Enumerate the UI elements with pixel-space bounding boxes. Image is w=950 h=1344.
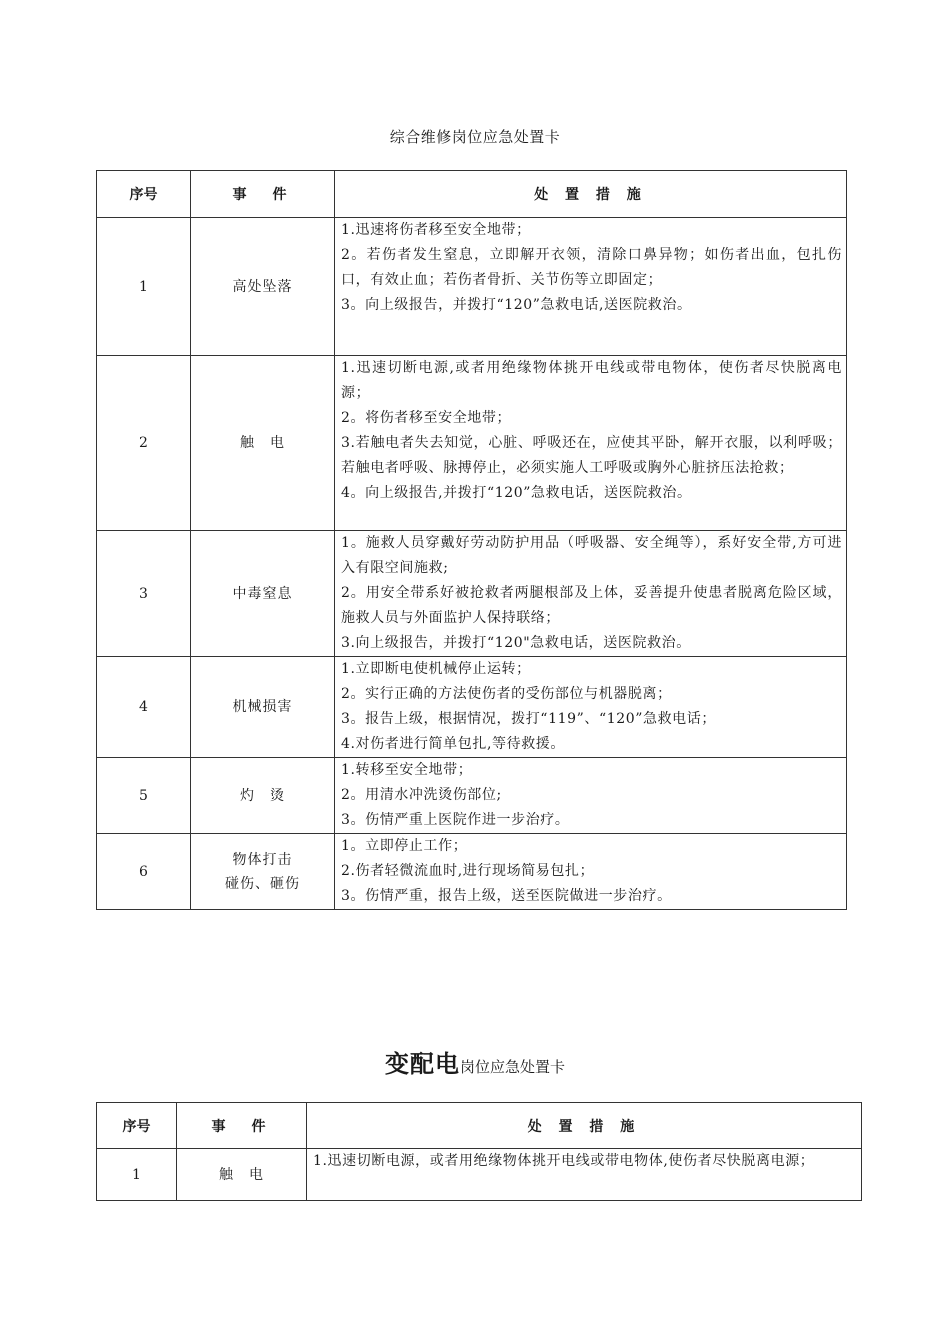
row-number: 4	[97, 657, 191, 758]
card2-table	[96, 1102, 862, 1201]
measure-item: 2。将伤者移至安全地带；	[341, 410, 512, 426]
event-line: 物体打击	[232, 851, 293, 868]
table-row	[97, 758, 847, 834]
card2-title-small: 岗位应急处置卡	[459, 1058, 565, 1076]
table-row	[97, 1149, 862, 1201]
measure-item: 1.迅速切断电源,或者用绝缘物体挑开电线或带电物体，使伤者尽快脱离电源；	[341, 360, 842, 401]
row-measures	[335, 758, 847, 834]
measure-item: 4。向上级报告,并拨打“120”急救电话，送医院救治。	[341, 485, 692, 501]
row-event	[177, 1149, 307, 1201]
row-event	[191, 758, 335, 834]
row-event	[191, 657, 335, 758]
row-measures	[335, 218, 847, 356]
event-line: 高处坠落	[232, 278, 293, 295]
measure-item: 2.伤者轻微流血时,进行现场简易包扎；	[341, 863, 595, 879]
row-event	[191, 356, 335, 531]
card2-title-big: 变配电	[384, 1049, 460, 1078]
row-measures	[335, 657, 847, 758]
measure-item: 1.立即断电使机械停止运转；	[341, 661, 531, 677]
measure-item: 2。用清水冲洗烫伤部位;	[341, 787, 502, 803]
row-number: 5	[97, 758, 191, 834]
table-row	[97, 657, 847, 758]
row-measures	[335, 834, 847, 910]
row-number: 1	[97, 1149, 177, 1201]
table-row	[97, 218, 847, 356]
table-row	[97, 356, 847, 531]
event-line: 触 电	[219, 1166, 264, 1183]
row-measures	[307, 1149, 862, 1201]
row-number: 1	[97, 218, 191, 356]
measure-item: 1.转移至安全地带；	[341, 762, 473, 778]
measure-item: 3.若触电者失去知觉，心脏、呼吸还在，应使其平卧，解开衣服，以利呼吸；若触电者呼吸、脉搏停止，必须实施人工呼吸或胸外心脏挤压法抢救；	[341, 435, 842, 476]
measure-item: 3.向上级报告，并拨打“120"急救电话，送医院救治。	[341, 635, 691, 651]
measure-item: 3。伤情严重，报告上级，送至医院做进一步治疗。	[341, 888, 672, 904]
row-number: 6	[97, 834, 191, 910]
measure-item: 1。施救人员穿戴好劳动防护用品（呼吸器、安全绳等），系好安全带,方可进入有限空间施救;	[341, 535, 842, 576]
card2-title	[0, 1044, 950, 1079]
event-line: 灼 烫	[240, 787, 285, 804]
measure-item: 3。报告上级，根据情况，拨打“119”、“120”急救电话；	[341, 711, 716, 727]
table-header-row	[97, 1103, 862, 1149]
event-line: 中毒窒息	[232, 585, 293, 602]
measure-item: 4.对伤者进行简单包扎,等待救援。	[341, 736, 566, 752]
measure-item: 1。立即停止工作；	[341, 838, 468, 854]
measure-item: 2。若伤者发生窒息，立即解开衣领，清除口鼻异物；如伤者出血，包扎伤口，有效止血；若伤者骨折、关节伤等立即固定；	[341, 247, 842, 288]
event-line: 机械损害	[232, 699, 293, 715]
header-no: 序号	[97, 1103, 177, 1149]
row-measures	[335, 531, 847, 657]
row-event	[191, 531, 335, 657]
row-event	[191, 834, 335, 910]
table-row	[97, 531, 847, 657]
measure-item: 1.迅速切断电源，或者用绝缘物体挑开电线或带电物体,使伤者尽快脱离电源；	[313, 1153, 815, 1169]
measure-item: 2。实行正确的方法使伤者的受伤部位与机器脱离；	[341, 686, 672, 702]
header-event: 事 件	[177, 1103, 307, 1149]
header-measures: 处 置 措 施	[335, 171, 847, 218]
row-event	[191, 218, 335, 356]
measure-item: 3。伤情严重上医院作进一步治疗。	[341, 812, 570, 828]
measure-item: 1.迅速将伤者移至安全地带；	[341, 222, 531, 238]
header-measures: 处 置 措 施	[307, 1103, 862, 1149]
table-header-row	[97, 171, 847, 218]
table-row	[97, 834, 847, 910]
row-number: 2	[97, 356, 191, 531]
measure-item: 3。向上级报告，并拨打“120”急救电话,送医院救治。	[341, 297, 692, 313]
row-measures	[335, 356, 847, 531]
row-number: 3	[97, 531, 191, 657]
header-no: 序号	[97, 171, 191, 218]
card1-title: 综合维修岗位应急处置卡	[389, 128, 561, 146]
measure-item: 2。用安全带系好被抢救者两腿根部及上体，妥善提升使患者脱离危险区域，施救人员与外面监护人保持联络；	[341, 585, 842, 626]
header-event: 事 件	[191, 171, 335, 218]
card1-table	[96, 170, 847, 910]
event-line: 碰伤、砸伤	[225, 875, 300, 892]
event-line: 触 电	[240, 435, 285, 451]
